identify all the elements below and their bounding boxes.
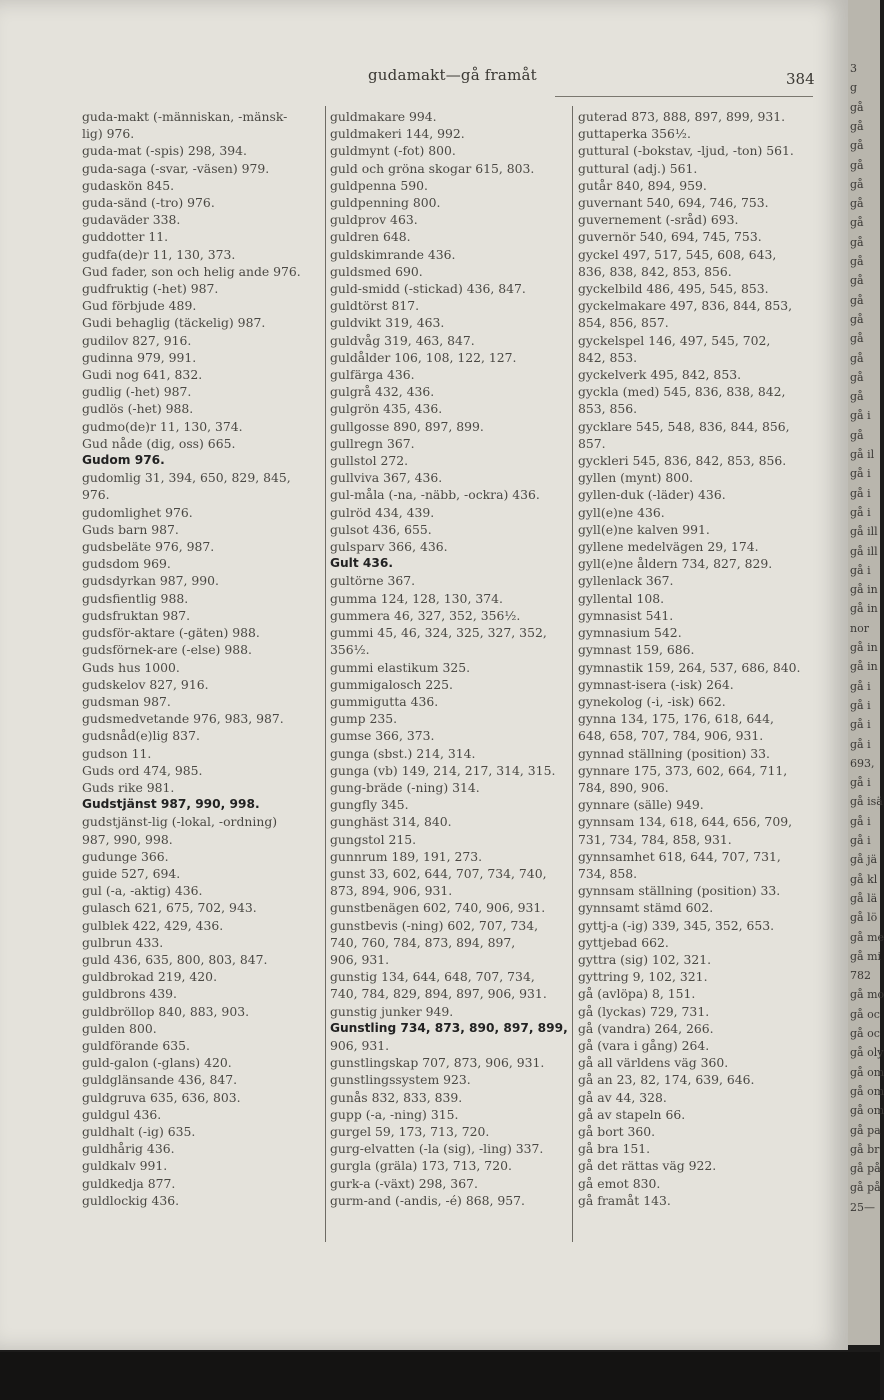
index-entry: guldhårig 436.: [82, 1141, 175, 1157]
index-entry: guldskimrande 436.: [330, 246, 456, 262]
adjacent-page-fragment: gå i: [850, 737, 871, 751]
index-entry: guda-makt (-människan, -mänsk-: [82, 109, 288, 124]
index-entry: gå (avlöpa) 8, 151.: [578, 986, 696, 1002]
adjacent-page-fragment: gå i: [850, 698, 871, 712]
adjacent-page-fragment: gå i: [850, 467, 871, 481]
index-entry: gynnsam 134, 618, 644, 656, 709,: [578, 814, 793, 830]
adjacent-page-fragment: gå mi: [850, 949, 882, 963]
index-entry: gudsfruktan 987.: [82, 607, 191, 623]
index-entry: gunnrum 189, 191, 273.: [330, 848, 483, 864]
index-entry: gungfly 345.: [330, 797, 409, 813]
adjacent-page-fragment: g: [850, 81, 858, 95]
index-entry: gudsfientlig 988.: [82, 590, 189, 606]
index-entry: gurg-elvatten (-la (sig), -ling) 337.: [330, 1141, 544, 1157]
adjacent-page-fragment: gå i: [850, 409, 871, 423]
index-entry: gul (-a, -aktig) 436.: [82, 883, 203, 899]
index-entry: guterad 873, 888, 897, 899, 931.: [578, 109, 786, 124]
index-entry: 906, 931.: [330, 1037, 390, 1053]
index-entry: gyttra (sig) 102, 321.: [578, 951, 712, 967]
index-entry: 734, 858.: [578, 865, 638, 881]
index-entry: guldvåg 319, 463, 847.: [330, 332, 475, 348]
adjacent-page-fragment: gå: [850, 428, 864, 442]
adjacent-page-fragment: gå om: [850, 1065, 884, 1079]
index-entry: guldtörst 817.: [330, 298, 420, 314]
index-entry: gunstig 134, 644, 648, 707, 734,: [330, 969, 535, 985]
index-entry: gudskelov 827, 916.: [82, 676, 209, 692]
adjacent-page-edge: [848, 0, 884, 1345]
adjacent-page-fragment: gå i: [850, 834, 871, 847]
index-entry: 842, 853.: [578, 349, 638, 365]
index-entry: guddotter 11.: [82, 229, 169, 245]
index-entry: gumma 124, 128, 130, 374.: [330, 590, 503, 606]
index-entry: gudilov 827, 916.: [82, 332, 192, 348]
index-entry: 740, 784, 829, 894, 897, 906, 931.: [330, 986, 547, 1002]
index-entry: gudsmedvetande 976, 983, 987.: [82, 711, 284, 727]
index-entry: gudsför-aktare (-gäten) 988.: [82, 625, 260, 641]
index-entry: gulsot 436, 655.: [330, 521, 432, 537]
index-entry: Guds rike 981.: [82, 779, 175, 795]
index-entry: guldlockig 436.: [82, 1192, 180, 1208]
index-entry: gyckelspel 146, 497, 545, 702,: [578, 332, 771, 348]
index-entry: gudsdom 969.: [82, 556, 171, 572]
index-entry: guide 527, 694.: [82, 865, 181, 881]
adjacent-page-fragment: gå om: [850, 1104, 884, 1118]
index-entry: guttural (adj.) 561.: [578, 160, 698, 176]
index-entry: 853, 856.: [578, 401, 638, 417]
index-entry: gunga (sbst.) 214, 314.: [330, 745, 476, 761]
adjacent-page-fragment: gå på: [850, 1181, 881, 1195]
adjacent-page-fragment: gå: [850, 177, 864, 191]
adjacent-page-fragment: gå kl: [850, 872, 878, 886]
index-entry: gunstbevis (-ning) 602, 707, 734,: [330, 917, 539, 933]
adjacent-page-fragment: gå om: [850, 1084, 884, 1098]
index-entry: lig) 976.: [82, 126, 135, 142]
index-entry: gå framåt 143.: [578, 1192, 671, 1208]
adjacent-page-fragment: gå ill: [850, 544, 878, 558]
index-entry: guld-galon (-glans) 420.: [82, 1055, 232, 1071]
adjacent-page-fragment: gå i: [850, 563, 871, 577]
index-entry: guttaperka 356½.: [578, 126, 691, 142]
adjacent-page-fragment: gå in: [850, 583, 878, 597]
index-entry: gutår 840, 894, 959.: [578, 177, 707, 193]
index-entry: gyllene medelvägen 29, 174.: [578, 539, 759, 555]
adjacent-page-fragment: gå mo: [850, 988, 884, 1002]
index-entry: gå all världens väg 360.: [578, 1055, 729, 1071]
index-entry: gurk-a (-växt) 298, 367.: [330, 1175, 478, 1191]
index-entry: gynnare 175, 373, 602, 664, 711,: [578, 762, 788, 778]
index-entry: gulfärga 436.: [330, 367, 415, 383]
index-entry: guda-saga (-svar, -väsen) 979.: [82, 160, 270, 176]
index-entry: guldkedja 877.: [82, 1175, 176, 1191]
index-entry: guldmynt (-fot) 800.: [330, 143, 456, 159]
index-entry: gunstig junker 949.: [330, 1003, 454, 1019]
index-entry: 740, 760, 784, 873, 894, 897,: [330, 934, 516, 950]
index-entry: gulsparv 366, 436.: [330, 539, 448, 555]
index-entry: guldren 648.: [330, 229, 411, 245]
index-entry: gyckelbild 486, 495, 545, 853.: [578, 281, 769, 297]
adjacent-page-fragment: gå: [850, 293, 864, 307]
index-entry: gyttring 9, 102, 321.: [578, 969, 708, 985]
index-entry: guldkalv 991.: [82, 1158, 168, 1174]
index-entry: gummigutta 436.: [330, 693, 439, 709]
index-entry: gyllen-duk (-läder) 436.: [578, 487, 726, 503]
running-header: gudamakt—gå framåt: [368, 66, 537, 84]
adjacent-page-fragment: gå me: [850, 930, 884, 944]
index-entry: gå av 44, 328.: [578, 1089, 667, 1105]
index-entry: gymnastik 159, 264, 537, 686, 840.: [578, 659, 801, 675]
index-entry: gyckelverk 495, 842, 853.: [578, 367, 742, 383]
index-entry: Guds ord 474, 985.: [82, 762, 203, 778]
index-entry: 873, 894, 906, 931.: [330, 883, 453, 899]
index-entry: guldgruva 635, 636, 803.: [82, 1089, 241, 1105]
index-entry: gudinna 979, 991.: [82, 349, 197, 365]
index-entry: Gudi nog 641, 832.: [82, 367, 203, 383]
adjacent-page-fragment: nor: [850, 621, 869, 635]
index-entry: gyckla (med) 545, 836, 838, 842,: [578, 384, 786, 400]
index-entry: gå an 23, 82, 174, 639, 646.: [578, 1072, 755, 1088]
index-entry: gyttjebad 662.: [578, 934, 669, 950]
index-entry: gudsförnek-are (-else) 988.: [82, 642, 252, 658]
index-entry: gå av stapeln 66.: [578, 1106, 686, 1122]
index-entry: Gudstjänst 987, 990, 998.: [82, 797, 260, 812]
index-entry: gynekolog (-i, -isk) 662.: [578, 693, 726, 709]
index-entry: gurgel 59, 173, 713, 720.: [330, 1123, 490, 1139]
index-entry: gudson 11.: [82, 745, 152, 761]
adjacent-page-fragment: gå: [850, 139, 864, 153]
adjacent-page-fragment: gå in: [850, 602, 878, 616]
adjacent-page-fragment: gå: [850, 119, 864, 133]
adjacent-page-fragment: 3: [850, 62, 857, 75]
index-entry: gå bort 360.: [578, 1123, 656, 1139]
index-entry: gyckelmakare 497, 836, 844, 853,: [578, 298, 793, 314]
index-entry: 987, 990, 998.: [82, 831, 173, 847]
index-entry: 356½.: [330, 642, 370, 658]
index-entry: guldsmed 690.: [330, 263, 423, 279]
index-entry: gymnasist 541.: [578, 607, 674, 623]
adjacent-page-fragment: gå i: [850, 718, 871, 732]
index-entry: guvernör 540, 694, 745, 753.: [578, 229, 762, 245]
index-entry: gurgla (gräla) 173, 713, 720.: [330, 1158, 512, 1174]
index-entry: gudsbeläte 976, 987.: [82, 539, 215, 555]
index-entry: gyll(e)ne åldern 734, 827, 829.: [578, 556, 773, 572]
column-divider-1: [325, 106, 326, 1242]
adjacent-page-fragment: gå pa: [850, 1123, 881, 1137]
index-entry: Gudi behaglig (täckelig) 987.: [82, 315, 266, 331]
adjacent-page-fragment: gå: [850, 158, 864, 172]
index-entry: 731, 734, 784, 858, 931.: [578, 831, 732, 847]
index-entry: guda-mat (-spis) 298, 394.: [82, 143, 247, 159]
adjacent-page-fragment: gå lä: [850, 891, 878, 905]
index-column-1: [82, 108, 322, 1209]
adjacent-page-fragment: gå: [850, 100, 864, 114]
index-entry: gunstbenägen 602, 740, 906, 931.: [330, 900, 546, 916]
index-entry: guldgul 436.: [82, 1106, 162, 1122]
adjacent-page-fragment: gå: [850, 197, 864, 211]
header-rule: [555, 96, 813, 97]
adjacent-page-fragment: 693,: [850, 756, 875, 770]
index-entry: guldbröllop 840, 883, 903.: [82, 1003, 250, 1019]
index-entry: gymnasium 542.: [578, 625, 682, 641]
index-entry: gummera 46, 327, 352, 356½.: [330, 607, 521, 623]
index-entry: gå (vandra) 264, 266.: [578, 1020, 714, 1036]
index-entry: guldbrokad 219, 420.: [82, 969, 218, 985]
adjacent-page-fragment: gå i: [850, 776, 871, 790]
adjacent-page-fragment: gå i: [850, 679, 871, 693]
index-entry: gycklare 545, 548, 836, 844, 856,: [578, 418, 790, 434]
index-column-3: [578, 108, 814, 1209]
index-entry: guvernant 540, 694, 746, 753.: [578, 195, 769, 211]
index-entry: gungstol 215.: [330, 831, 417, 847]
page-number: 384: [786, 70, 815, 88]
index-entry: guldglänsande 436, 847.: [82, 1072, 238, 1088]
index-entry: gulröd 434, 439.: [330, 504, 435, 520]
index-entry: gump 235.: [330, 711, 398, 727]
index-entry: gummi 45, 46, 324, 325, 327, 352,: [330, 625, 547, 641]
background-strip: [0, 1352, 880, 1400]
adjacent-page-fragment: gå oly: [850, 1046, 884, 1060]
index-entry: gå (vara i gång) 264.: [578, 1037, 710, 1053]
adjacent-page-fragment: gå i: [850, 814, 871, 828]
index-entry: gyckel 497, 517, 545, 608, 643,: [578, 246, 777, 262]
index-entry: guda-sänd (-tro) 976.: [82, 195, 215, 211]
index-entry: gul-måla (-na, -näbb, -ockra) 436.: [330, 487, 540, 503]
adjacent-page-fragment: gå: [850, 255, 864, 268]
index-entry: gymnast-isera (-isk) 264.: [578, 676, 734, 692]
index-entry: 784, 890, 906.: [578, 779, 669, 795]
adjacent-page-fragment: gå oc: [850, 1007, 880, 1021]
index-entry: guttural (-bokstav, -ljud, -ton) 561.: [578, 143, 794, 159]
index-entry: Guds hus 1000.: [82, 659, 180, 675]
index-entry: gummi elastikum 325.: [330, 659, 471, 675]
index-entry: gynnare (sälle) 949.: [578, 797, 704, 813]
index-entry: gå (lyckas) 729, 731.: [578, 1003, 710, 1019]
index-entry: gung-bräde (-ning) 314.: [330, 779, 480, 795]
index-entry: guldpenning 800.: [330, 195, 441, 211]
index-entry: gunstlingskap 707, 873, 906, 931.: [330, 1055, 545, 1071]
index-entry: gyllen (mynt) 800.: [578, 470, 694, 486]
index-entry: 857.: [578, 435, 606, 451]
index-entry: gudmo(de)r 11, 130, 374.: [82, 418, 243, 434]
index-entry: gyttj-a (-ig) 339, 345, 352, 653.: [578, 917, 775, 933]
index-entry: gyll(e)ne 436.: [578, 504, 665, 520]
adjacent-page-fragment: gå in: [850, 660, 878, 674]
index-entry: gullregn 367.: [330, 435, 415, 451]
index-entry: guldmakeri 144, 992.: [330, 126, 465, 142]
index-entry: gullgosse 890, 897, 899.: [330, 418, 484, 434]
index-entry: gudunge 366.: [82, 848, 169, 864]
index-entry: gudsnåd(e)lig 837.: [82, 728, 200, 744]
adjacent-page-fragment: gå: [850, 370, 864, 384]
index-entry: gyckleri 545, 836, 842, 853, 856.: [578, 453, 787, 469]
index-entry: Gunstling 734, 873, 890, 897, 899,: [330, 1020, 568, 1035]
index-entry: gudstjänst-lig (-lokal, -ordning): [82, 814, 278, 830]
index-entry: gultörne 367.: [330, 573, 416, 589]
index-entry: Gud förbjude 489.: [82, 298, 197, 314]
index-entry: guldålder 106, 108, 122, 127.: [330, 349, 517, 365]
index-entry: gunås 832, 833, 839.: [330, 1089, 463, 1105]
index-entry: gynnsamhet 618, 644, 707, 731,: [578, 848, 781, 864]
index-entry: gunst 33, 602, 644, 707, 734, 740,: [330, 865, 547, 881]
adjacent-page-fragment: gå lö: [850, 911, 878, 925]
index-entry: gudsman 987.: [82, 693, 171, 709]
adjacent-page-fragment: gå jä: [850, 853, 878, 867]
index-entry: gudaskön 845.: [82, 177, 175, 193]
index-entry: 836, 838, 842, 853, 856.: [578, 263, 732, 279]
index-entry: guldmakare 994.: [330, 109, 437, 124]
adjacent-page-fragment: gå in: [850, 641, 878, 654]
adjacent-page-fragment: gå: [850, 332, 864, 346]
index-entry: gymnast 159, 686.: [578, 642, 695, 658]
index-entry: gulgrön 435, 436.: [330, 401, 443, 417]
index-entry: gå emot 830.: [578, 1175, 661, 1191]
index-entry: gudaväder 338.: [82, 212, 181, 228]
index-entry: gulgrå 432, 436.: [330, 384, 435, 400]
adjacent-page-fragment: gå i: [850, 486, 871, 500]
index-entry: Gudom 976.: [82, 453, 165, 468]
index-entry: gå bra 151.: [578, 1141, 651, 1157]
index-entry: Gud nåde (dig, oss) 665.: [82, 435, 236, 451]
index-entry: gynna 134, 175, 176, 618, 644,: [578, 711, 774, 727]
index-entry: gynnsamt stämd 602.: [578, 900, 714, 916]
index-entry: gudsdyrkan 987, 990.: [82, 573, 219, 589]
index-entry: 648, 658, 707, 784, 906, 931.: [578, 728, 764, 744]
index-entry: Guds barn 987.: [82, 521, 179, 537]
index-entry: gulden 800.: [82, 1020, 157, 1036]
index-entry: guld 436, 635, 800, 803, 847.: [82, 951, 268, 967]
index-entry: gyllental 108.: [578, 590, 665, 606]
index-entry: gudlös (-het) 988.: [82, 401, 194, 417]
adjacent-page-fragment: 782: [850, 969, 871, 983]
index-entry: guldpenna 590.: [330, 177, 428, 193]
index-entry: gynnsam ställning (position) 33.: [578, 883, 781, 899]
index-entry: gumse 366, 373.: [330, 728, 435, 744]
index-entry: guldbrons 439.: [82, 986, 177, 1002]
index-entry: gudomlig 31, 394, 650, 829, 845,: [82, 470, 291, 486]
index-entry: gynnad ställning (position) 33.: [578, 745, 771, 761]
index-entry: 906, 931.: [330, 951, 390, 967]
adjacent-page-fragment: gå ill: [850, 525, 878, 539]
index-entry: guldförande 635.: [82, 1037, 190, 1053]
adjacent-page-fragment: gå: [850, 351, 864, 365]
index-entry: gyllenlack 367.: [578, 573, 674, 589]
adjacent-page-fragment: gå br: [850, 1142, 880, 1156]
index-entry: gudfa(de)r 11, 130, 373.: [82, 246, 236, 262]
index-entry: gudomlighet 976.: [82, 504, 193, 520]
index-entry: gummigalosch 225.: [330, 676, 453, 692]
index-entry: gullviva 367, 436.: [330, 470, 443, 486]
index-column-2: [330, 108, 568, 1209]
adjacent-page-fragment: gå: [850, 216, 864, 230]
adjacent-page-fragment: 25—: [850, 1200, 875, 1214]
adjacent-page-fragment: gå i: [850, 505, 871, 519]
index-entry: guld-smidd (-stickad) 436, 847.: [330, 281, 526, 297]
adjacent-page-fragment: gå: [850, 235, 864, 249]
index-entry: 854, 856, 857.: [578, 315, 669, 331]
adjacent-page-fragment: gå: [850, 390, 864, 404]
index-entry: gunstlingssystem 923.: [330, 1072, 471, 1088]
adjacent-page-fragment: gå: [850, 312, 864, 326]
adjacent-page-fragment: gå på: [850, 1162, 881, 1176]
index-entry: 976.: [82, 487, 110, 503]
index-entry: gullstol 272.: [330, 453, 409, 469]
index-entry: gudlig (-het) 987.: [82, 384, 192, 400]
index-entry: gulbrun 433.: [82, 934, 164, 950]
index-entry: gå det rättas väg 922.: [578, 1158, 717, 1174]
column-divider-2: [572, 106, 573, 1242]
index-entry: Gud fader, son och helig ande 976.: [82, 263, 301, 279]
index-entry: gulasch 621, 675, 702, 943.: [82, 900, 257, 916]
index-entry: guldvikt 319, 463.: [330, 315, 445, 331]
adjacent-page-fragment: gå oc: [850, 1027, 880, 1040]
index-entry: gupp (-a, -ning) 315.: [330, 1106, 459, 1122]
adjacent-page-fragment: gå il: [850, 448, 875, 461]
index-entry: Gult 436.: [330, 556, 393, 571]
index-entry: guvernement (-sråd) 693.: [578, 212, 739, 228]
index-entry: guldhalt (-ig) 635.: [82, 1123, 196, 1139]
index-entry: gudfruktig (-het) 987.: [82, 281, 219, 297]
adjacent-page-fragment: gå isä: [850, 795, 883, 809]
adjacent-page-fragment: gå: [850, 274, 864, 288]
index-entry: gunga (vb) 149, 214, 217, 314, 315.: [330, 762, 556, 778]
index-entry: guld och gröna skogar 615, 803.: [330, 160, 535, 176]
index-entry: gyll(e)ne kalven 991.: [578, 521, 710, 537]
index-entry: gurm-and (-andis, -é) 868, 957.: [330, 1192, 525, 1208]
index-entry: gunghäst 314, 840.: [330, 814, 452, 830]
index-entry: guldprov 463.: [330, 212, 418, 228]
index-entry: gulblek 422, 429, 436.: [82, 917, 224, 933]
